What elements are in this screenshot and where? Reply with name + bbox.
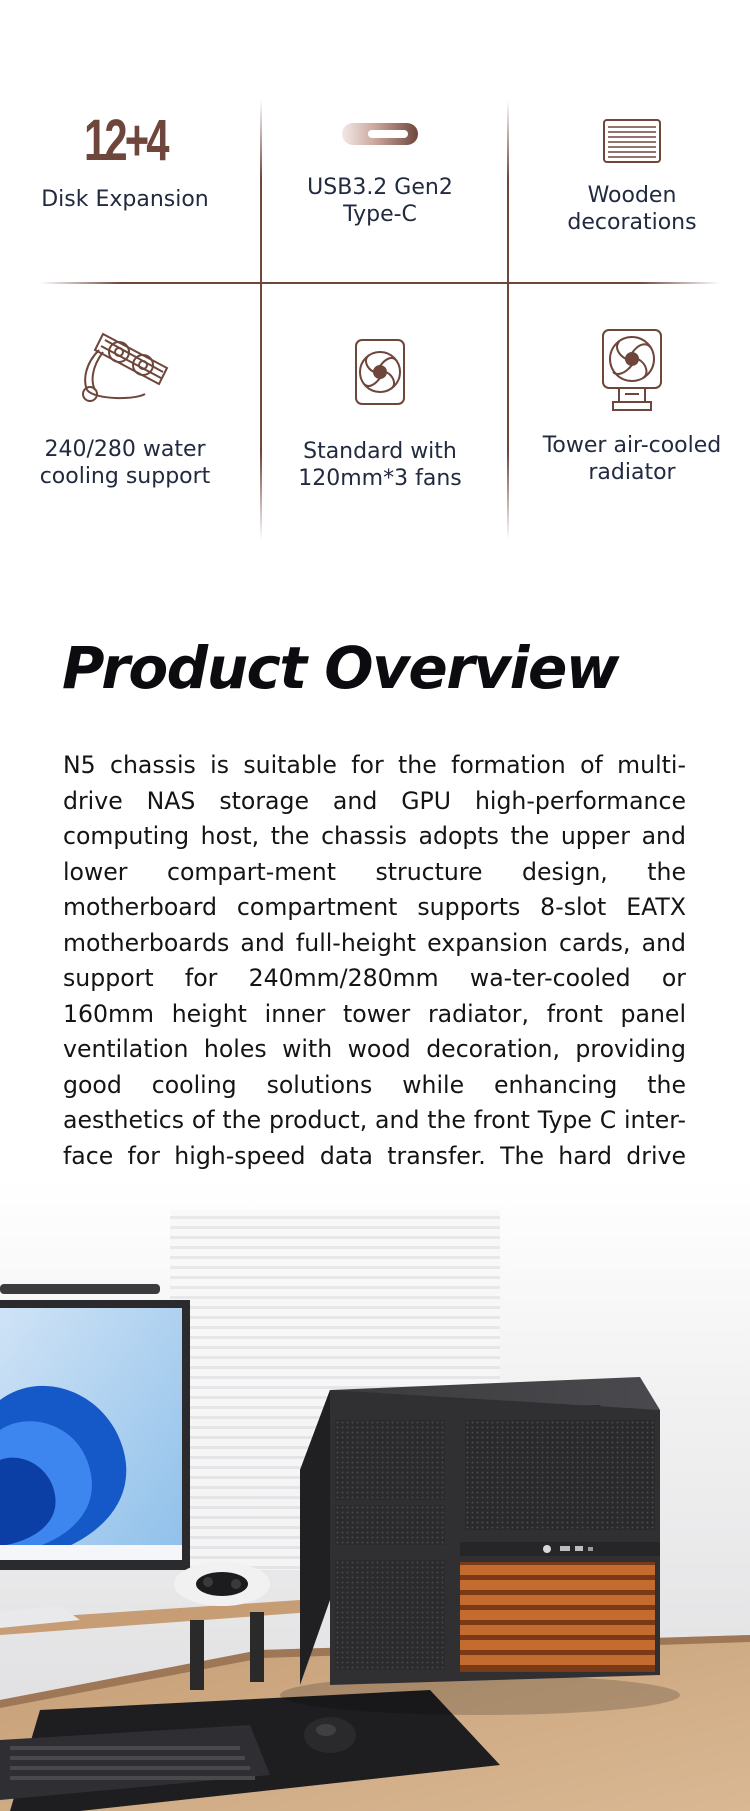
feature-grid bbox=[0, 80, 750, 540]
feature-wood-decoration bbox=[507, 118, 750, 236]
feature-label: Tower air-cooled radiator bbox=[542, 433, 722, 485]
feature-label: Wooden decorations bbox=[567, 183, 697, 235]
water-cooler-icon bbox=[75, 328, 175, 412]
overview-description: N5 chassis is suitable for the formation of multi-drive NAS storage and GPU high-performance computing host, the chassis adopts the upper and lower compart-ment structure design, the motherboard compartment supports 8-slot EATX motherboards and full-height expansion cards, and support for 240mm/280mm wa-ter-cooled or 160mm height inner tower radiator, front panel ventilation holes with wood decoration, providing good cooling solutions while enhancing the aesthetics of the product, and the front Type C inter-face for high-speed data transfer. The hard drive bbox=[63, 751, 686, 1170]
fan-icon bbox=[352, 338, 408, 406]
tower-cooler-icon bbox=[599, 328, 665, 416]
feature-water-cooling bbox=[0, 328, 250, 490]
usb-type-c-icon bbox=[340, 120, 420, 150]
feature-label: USB3.2 Gen2 Type-C bbox=[307, 175, 453, 227]
page-title: Product Overview bbox=[62, 634, 618, 702]
feature-disk-expansion bbox=[0, 110, 250, 213]
grid-divider-horizontal bbox=[40, 282, 720, 284]
feature-label: Standard with 120mm*3 fans bbox=[298, 439, 462, 491]
feature-label: Disk Expansion bbox=[41, 187, 209, 212]
feature-usb-type-c bbox=[255, 120, 505, 228]
feature-label: 240/280 water cooling support bbox=[39, 437, 211, 489]
feature-tower-cooler bbox=[507, 328, 750, 486]
product-scene-image bbox=[0, 1180, 750, 1811]
wood-panel-icon bbox=[602, 118, 662, 164]
feature-fans bbox=[255, 338, 505, 492]
disk-expansion-icon: 12+4 bbox=[83, 108, 167, 173]
